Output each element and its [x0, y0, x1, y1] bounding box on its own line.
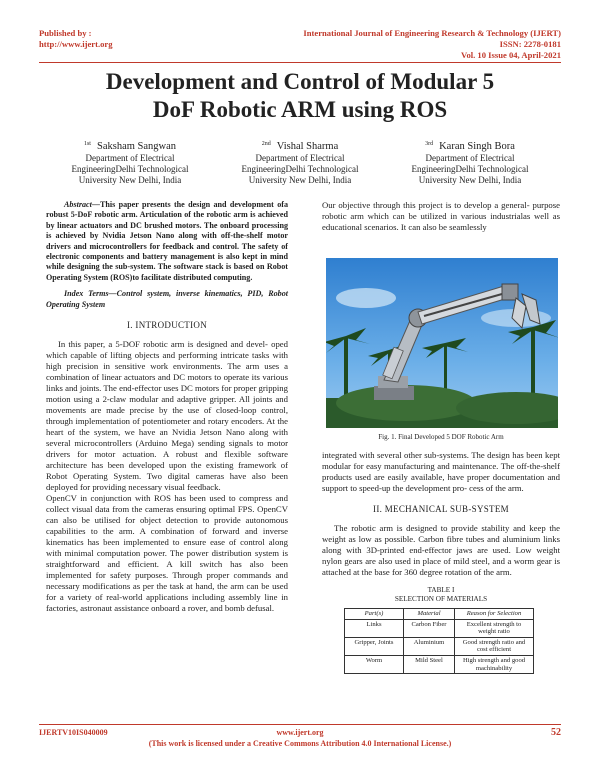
table-header-part: Part(s): [345, 609, 404, 620]
page-number: 52: [551, 727, 561, 738]
author-univ: University New Delhi, India: [78, 175, 182, 185]
table-title: SELECTION OF MATERIALS: [394, 595, 488, 603]
journal-url-link[interactable]: http://www.ijert.org: [39, 39, 113, 49]
volume-issue: Vol. 10 Issue 04, April-2021: [461, 50, 561, 60]
figure-caption: Fig. 1. Final Developed 5 DOF Robotic Arm: [378, 433, 504, 441]
license-notice: (This work is licensed under a Creative Commons Attribution 4.0 International License.): [148, 739, 452, 748]
table-header-reason: Reason for Selection: [455, 609, 534, 620]
robotic-arm-photo: [326, 258, 558, 428]
table-label: TABLE I: [427, 586, 455, 594]
journal-name: International Journal of Engineering Research & Technology (IJERT): [303, 28, 561, 38]
author-dept: Department of Electrical: [425, 153, 515, 163]
section-heading-mechanical: II. MECHANICAL SUB-SYSTEM: [373, 504, 509, 514]
robotic-arm-illustration: [326, 258, 558, 428]
abstract-label: Abstract—: [64, 200, 100, 209]
intro-paragraph-1: In this paper, a 5-DOF robotic arm is designed and devel- oped which capable of lifting objects and performing intricate tasks with high precision in sensitive work environments. The arm uses a combination of linear actuators and DC motors to operate its various links and joints. The end-effector uses DC motors for proper gripping motion using a 2-claw modular and adaptive gripper. All joints and movements are made precise by the use of closed-loop control, through implementation of potentiometer and rotary encoders. At the heart of the system, we have an Nvidia Jetson Nano along with several microcontrollers (Arduino Mega) sending signals to motor drivers for motor actuation. A robust and flexible software architecture has been developed upon the existing framework of Robot Operating System. Two digital cameras have also been deployed for providing necessary visual feedback.: [46, 339, 288, 493]
right-column-bottom: [322, 450, 560, 674]
header-publisher: [39, 28, 113, 50]
footer-url-link[interactable]: www.ijert.org: [276, 728, 324, 737]
header-journal-info: [303, 28, 561, 61]
issn: ISSN: 2278-0181: [499, 39, 561, 49]
author-name: Vishal Sharma: [276, 141, 339, 152]
abstract-text: This paper presents the design and development ofa robust 5-DoF robotic arm. Articulation of the robotic arm is achieved by linear actuators and DC brushed motors. The onboard processing is achieved by Nvidia Jetson Nano along with off-the-shelf motor drivers and microcontrollers for feedback and control. The safety of electronic components and battery management is also kept in mind while designing the sub-system. The software stack is based on Robot Operating System (ROS)to facilitate distributed computing.: [46, 200, 288, 282]
author-inst: EngineeringDelhi Technological: [411, 164, 529, 174]
author-1: $^{1st}$ Saksham Sangwan Department of Electrical EngineeringDelhi Technological University New Delhi, India: [40, 138, 220, 186]
publisher-label: Published by :: [39, 28, 92, 38]
footer-divider: [39, 724, 561, 725]
right-column-top: [322, 200, 560, 233]
paper-id: IJERTV10IS040009: [39, 728, 108, 737]
author-univ: University New Delhi, India: [248, 175, 352, 185]
author-univ: University New Delhi, India: [418, 175, 522, 185]
mechanical-paragraph-1: The robotic arm is designed to provide stability and keep the weight as low as possible. Carbon fibre tubes and aluminium links along with 3D-printed end-effector jaws are used. Low weight nylon gears are also used in place of mild steel, and a worm gear is attached at the base for 360 degree rotation of the arm.: [322, 523, 560, 577]
author-name: Saksham Sangwan: [96, 141, 177, 152]
table-header-material: Material: [404, 609, 455, 620]
intro-paragraph-3: Our objective through this project is to develop a general- purpose robotic arm which can be utilized in various industrialas well as educational scenarios. It can also be seamlessly: [322, 200, 560, 232]
paper-title: Development and Control of Modular 5 DoF Robotic ARM using ROS: [105, 69, 495, 122]
table-row: Links Carbon Fiber Excellent strength to weight ratio: [345, 619, 534, 637]
author-dept: Department of Electrical: [255, 153, 345, 163]
author-3: $^{3rd}$ Karan Singh Bora Department of Electrical EngineeringDelhi Technological University New Delhi, India: [380, 138, 560, 186]
materials-table: [344, 608, 534, 674]
author-block: [40, 138, 560, 190]
index-terms: Index Terms—Control system, inverse kinematics, PID, Robot Operating System: [46, 289, 288, 309]
author-dept: Department of Electrical: [85, 153, 175, 163]
author-inst: EngineeringDelhi Technological: [241, 164, 359, 174]
header-divider: [39, 62, 561, 63]
left-column: [46, 200, 288, 614]
author-inst: EngineeringDelhi Technological: [71, 164, 189, 174]
author-2: $^{2nd}$ Vishal Sharma Department of Electrical EngineeringDelhi Technological University New Delhi, India: [210, 138, 390, 186]
author-name: Karan Singh Bora: [439, 141, 515, 152]
table-caption: [322, 586, 560, 604]
abstract: [46, 200, 288, 310]
intro-paragraph-4: integrated with several other sub-systems. The design has been kept modular for easy manufacturing and maintenance. The off-the-shelf products used are easily available, have proper documentation and support to speed-up the development pro- cess of the arm.: [322, 450, 560, 493]
table-row: Gripper, Joints Aluminium Good strength ratio and cost efficient: [345, 637, 534, 655]
table-row: Worm Mild Steel High strength and good machinability: [345, 655, 534, 673]
section-heading-introduction: I. INTRODUCTION: [127, 320, 207, 331]
footer-center: [0, 727, 600, 749]
intro-paragraph-2: OpenCV in conjunction with ROS has been used to compress and collect visual data from the cameras ensuring optimal FPS. OpenCV can also be utilised for object detection to provide autonomous capabilities to the arm. A combination of forward and inverse kinematics has been implemented to ensure ease of control along with minimal computation power. The power distribution system is straightforward and efficient. A kill switch has also been implemented for safety purposes. Through proper commands and necessary modifications as per the task at hand, the arm can be used for a variety of real-world applications including assembly line in factories, astronaut assistance onboard a rover, and bomb defusal.: [46, 493, 288, 614]
